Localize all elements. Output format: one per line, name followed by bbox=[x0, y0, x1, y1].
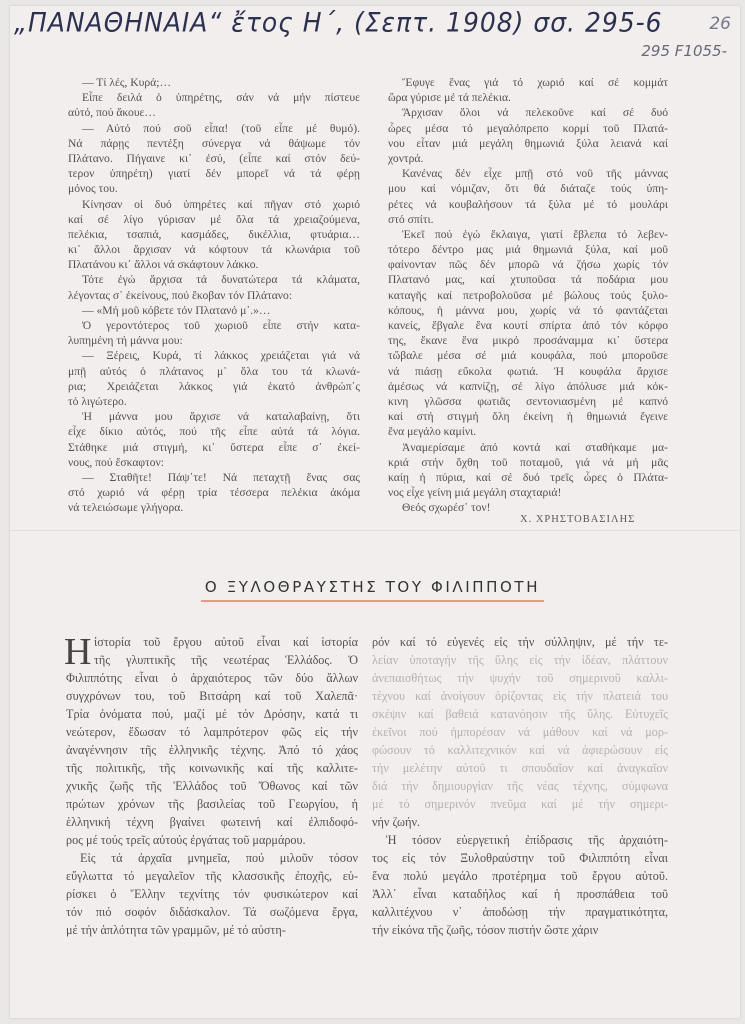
text-line: κανείς, ἔβγαλε ἕνα κουτί σπίρτα ἀπό τόν κόρφο bbox=[388, 319, 668, 332]
text-line: καί σέ λίγο γύρισαν μέ ὅλα τά χρειαζούμενα, bbox=[68, 212, 360, 226]
text-line: μπῇ αὐτός ὁ πλάτανος μ᾽ ὅλα του τά κλωνά- bbox=[68, 364, 360, 378]
text-line: της, ἔκανε ἕνα μικρό προσάναμμα κι᾽ ὕστερα bbox=[388, 334, 668, 348]
text-line: ἕνα πολύ μεγάλο προτέρημα τοῦ ἔργου αὐτοῦ. bbox=[372, 869, 668, 883]
text-line: Τότε ἐγώ ἄρχισα τά δυνατώτερα τά κλάματα, bbox=[82, 273, 360, 287]
text-line: Πλάτανο. Πήγαινε κι᾽ ἐσύ, (εἶπε καί στόν δεύ- bbox=[68, 151, 360, 165]
text-line: ἀμέσως νά καπνίζῃ, σέ λίγο ἀπόλυσε μιά κόκ- bbox=[388, 379, 668, 393]
text-line: Κανένας δέν εἶχε μπῇ στό νοῦ τῆς μάννας bbox=[402, 167, 668, 181]
text-line: Ἡ τόσον εὐεργετική ἐπίδρασις τῆς ἀρχαιότη- bbox=[386, 833, 668, 847]
text-line: εὔγλωττα τό μεγαλεῖον τῆς κλασσικῆς ἐποχῆς, εὑ- bbox=[66, 869, 358, 883]
text-line: μέ τό σημερινόν πνεῦμα καί μέ τήν σημερι- bbox=[372, 797, 668, 811]
article-title: Ο ΞΥΛΟΘΡΑΥΣΤΗΣ ΤΟΥ ΦΙΛΙΠΠΟΤΗ bbox=[201, 578, 544, 602]
text-line: Στάθηκε μιά στιγμή, κι᾽ ὕστερα εἶπε σ᾽ ἐκεί- bbox=[68, 440, 360, 454]
text-line: Ὁ γεροντότερος τοῦ χωριοῦ εἶπε στήν κατα- bbox=[82, 319, 360, 332]
text-line: ρόν καί τό εὐγενές εἰς τήν σύλληψιν, μέ τήν τε- bbox=[372, 635, 668, 649]
text-line: Ἀλλ᾽ εἶναι καταδήλος καί ἡ προσπάθεια τοῦ bbox=[372, 887, 668, 901]
text-line: κινη γλῶσσα φωτιᾶς σεντονιασμένη μέ καπνό bbox=[388, 394, 668, 408]
text-line: ρος μέ τούς τρεῖς αὐτούς ἐργάτας τοῦ μαρμάρου. bbox=[66, 833, 306, 847]
article-heading bbox=[0, 578, 745, 602]
text-line: τῆς γλυπτικῆς τῆς νεωτέρας Ἑλλάδος. Ὁ bbox=[94, 653, 358, 667]
text-line: Ἔφυγε ἕνας γιά τό χωριό καί σέ κομμάτ bbox=[402, 76, 668, 89]
article-column-left bbox=[66, 633, 358, 939]
text-line: ὧρες μέσα τό μεγαλόπρεπο κορμί τοῦ Πλατά- bbox=[388, 121, 668, 135]
text-line: Θεός σχωρέσ᾽ τον! bbox=[402, 501, 491, 515]
handwritten-catalog-code: 295 F1055- bbox=[641, 42, 727, 60]
text-line: νήν ζωήν. bbox=[372, 815, 420, 829]
text-line: τότερο δέντρο μας μιά θημωνιά ξύλα, καί μοῦ bbox=[388, 243, 668, 257]
text-line: ρια; Χρειάζεται λάκκος γιά ἑκατό ἀνθρώπ᾽ς bbox=[68, 379, 360, 393]
text-line: τό λιγώτερο. bbox=[68, 394, 127, 408]
text-line: — Τί λές, Κυρά;… bbox=[82, 76, 172, 89]
text-line: Τρία ὀνόματα πού, μαζί μέ τόν Δρόσην, κατά τι bbox=[66, 707, 358, 721]
handwritten-page-number: 26 bbox=[709, 14, 731, 34]
fold-line bbox=[10, 530, 740, 531]
text-line: ἑλληνική τέχνη βγαίνει φωτεινή καί ἐλπιδοφό- bbox=[66, 815, 358, 829]
text-line: λέγοντας σ᾽ ἐκείνους, πού ἔκοβαν τόν Πλάτανο: bbox=[68, 288, 293, 302]
text-line: ρέτες νά κουβαλήσουν τά ξύλα μέ τό μουλάρι bbox=[388, 197, 668, 211]
text-line: — Σταθῆτε! Πάψ᾽τε! Νά πεταχτῇ ἕνας σας bbox=[82, 470, 360, 484]
text-line: καλλιτέχνου ν᾽ ἀποδώσῃ τήν πραγματικότητα, bbox=[372, 905, 668, 919]
text-line: ἱστορία τοῦ ἔργου αὐτοῦ εἶναι καί ἱστορία bbox=[94, 635, 358, 649]
text-line: κόπους, ἡ μάννα μου, χωρίς νά τό φαντάζεται bbox=[388, 303, 668, 317]
text-line: πελέκια, τσαπιά, κασμάδες, δικέλλια, φτυάρια… bbox=[68, 227, 360, 241]
text-line: τήν μελέτην αὐτοῦ τι σπουδαῖον καί ἀναγκαῖον bbox=[372, 761, 668, 775]
text-line: Πλατανό μας, καί χτυποῦσα τά ποδάρια μου bbox=[388, 273, 668, 287]
text-line: καίῃ ἡ πύρια, καί σέ δυό τρεῖς ὧρες ὁ Πλάτα- bbox=[388, 470, 668, 484]
text-line: καί στή στιγμή ὅλη ἐκείνη ἡ θημωνιά ἔγεινε bbox=[388, 410, 668, 424]
text-line: πρώτων χρόνων τῆς βασιλείας τοῦ Γεωργίου, ἡ bbox=[66, 797, 358, 811]
text-line: τήν εἰκόνα τῆς ζωῆς, τόσον πιστήν ὥστε χάριν bbox=[372, 923, 599, 937]
text-line: λείαν ὑποταγήν τῆς ὕλης εἰς τήν ἰδέαν, πλάττουν bbox=[372, 653, 668, 667]
text-line: στό χωριό νά φέρῃ τρία τέσσερα πελέκια ἀκόμα bbox=[68, 486, 360, 500]
text-line: Ἡ μάννα μου ἄρχισε νά καταλαβαίνῃ, ὅτι bbox=[82, 410, 360, 424]
text-line: χοντρά. bbox=[388, 151, 424, 165]
text-line: Εἰς τά ἀρχαῖα μνημεῖα, πού μιλοῦν τόσον bbox=[80, 851, 358, 865]
story-column-left bbox=[68, 75, 360, 515]
text-line: Φιλιππότης εἶναι ὁ ἀρχαιότερος τῶν δύο ἄλλων bbox=[66, 671, 358, 685]
text-line: στό σπίτι. bbox=[388, 212, 434, 226]
text-line: κι᾽ ἄλλοι ἄρχισαν νά κόφτουν τά κλωνάρια τοῦ bbox=[68, 243, 360, 257]
text-line: Ἀναμερίσαμε ἀπό κοντά καί σταθήκαμε μα- bbox=[402, 440, 668, 454]
text-line: νος εἶχε γείνη μιά μεγάλη σταχταριά! bbox=[388, 486, 562, 500]
text-line: μόνος του. bbox=[68, 182, 118, 196]
text-line: νά τελειώσωμε γλήγορα. bbox=[68, 501, 184, 515]
text-line: νου εἶταν μιά μεγάλη θημωνιά ξύλα λειανά καί bbox=[388, 136, 668, 150]
text-line: Ἐκεῖ πού ἐγώ ἔκλαιγα, γιατί ἔβλεπα τό λεβεν- bbox=[402, 227, 668, 241]
text-line: μου καί νόμιζαν, ὅτι θά διάταζε τούς ὑπη- bbox=[388, 182, 668, 196]
text-line: φαίνονταν πῶς δέν μπορῶ νά ζήσω χωρίς τόν bbox=[388, 258, 668, 272]
text-line: τος εἰς τόν Ξυλοθραύστην τοῦ Φιλιππότη εἶναι bbox=[372, 851, 668, 865]
text-line: Πλατάνου κι᾽ ἄλλοι νά σκάφτουν λάκκο. bbox=[68, 258, 259, 272]
text-line: χνικῆς ζωῆς τῆς Ἑλλάδος τοῦ Ὄθωνος καί τῶν bbox=[66, 779, 358, 793]
text-line: ἐκεῖνοι πού ἠμπορέσαν νά μάθουν καί νά μορ- bbox=[372, 725, 668, 739]
text-line: κριά στήν ὄχθη τοῦ ποταμοῦ, γιά νά μή μᾶς bbox=[388, 455, 668, 469]
text-line: ἀναγέννησιν τῆς ἑλληνικῆς τέχνης. Ἀπό τό χάος bbox=[66, 743, 358, 757]
text-line: σκέψιν καί βαθειά κατανόησιν τῆς ὕλης. Εὐτυχεῖς bbox=[372, 707, 668, 721]
text-line: τὤβαλε μέσα σέ μιά κουφάλα, πού μποροῦσε bbox=[388, 349, 668, 363]
story-column-right bbox=[388, 75, 668, 515]
text-line: λυπημένη τή μάννα μου: bbox=[68, 334, 183, 348]
text-line: διά τήν δημιουργίαν τῆς νέας τέχνης, σύμφωνα bbox=[372, 779, 668, 793]
text-line: τέχνου καί ἀνοίγουν ὁρίζοντας εἰς τήν πλατειά του bbox=[372, 689, 668, 703]
text-line: ἕνα μεγάλο καμίνι. bbox=[388, 425, 477, 439]
text-line: ὥρα γύρισε μέ τά πελέκια. bbox=[388, 91, 511, 105]
text-line: νεώτερον, ἔδωσαν τό λαμπρότερον φῶς εἰς τήν bbox=[66, 725, 358, 739]
text-line: τῆς πολιτικῆς, τῆς κοινωνικῆς καί τῆς καλλιτε- bbox=[66, 761, 358, 775]
text-line: ἀνεπαισθήτως τήν ψυχήν τοῦ σημερινοῦ καλλι- bbox=[372, 671, 668, 685]
text-line: — «Μή μοῦ κόβετε τόν Πλατανό μ᾽.»… bbox=[82, 303, 271, 317]
text-line: εἶχε δίκιο αὐτός, πού τῆς εἶπε αὐτά τά λόγια. bbox=[68, 425, 360, 439]
text-line: φώσουν τό καλλιτεχνικόν καί νά ἀφιερώσουν εἰς bbox=[372, 743, 668, 757]
text-line: τερον ὑπηρέτη) γιατί δέν μπορεῖ νά τά φέρῃ bbox=[68, 167, 360, 181]
text-line: νά πιάσῃ εὔκολα φωτιά. Ἡ κουφάλα ἄρχισε bbox=[388, 364, 668, 378]
text-line: — Ξέρεις, Κυρά, τί λάκκος χρειάζεται γιά νά bbox=[82, 349, 360, 363]
text-line: Εἶπε δειλά ὁ ὑπηρέτης, σάν νά μήν πίστευε bbox=[82, 91, 360, 105]
text-line: συγχρόνων του, τοῦ Βιτσάρη καί τοῦ Χαλεπᾶ· bbox=[66, 689, 358, 703]
text-line: καταγῆς καί πετροβολοῦσα μέ βώλους τούς ξυλο- bbox=[388, 288, 668, 302]
text-line: Νά πάρῃς πεντέξη σύνεργα νά θάψωμε τόν bbox=[68, 136, 360, 150]
text-line: μέ τήν ἁπλότητα τῶν γραμμῶν, μέ τό αὐστη- bbox=[66, 923, 286, 937]
text-line: Ἄρχισαν ὅλοι νά πελεκοῦνε καί σέ δυό bbox=[402, 106, 668, 120]
article-column-right bbox=[372, 633, 668, 939]
text-line: — Αὐτό πού σοῦ εἶπα! (τοῦ εἶπε μέ θυμό). bbox=[82, 121, 360, 135]
handwritten-source-note: „ΠΑΝΑΘΗΝΑΙΑ“ ἔτος Η΄, (Σεπτ. 1908) σσ. 295-6 bbox=[14, 7, 663, 38]
story-signature: Χ. ΧΡΗΣΤΟΒΑΣΙΛΗΣ bbox=[520, 514, 636, 525]
drop-cap: Η bbox=[64, 631, 92, 673]
text-line: Κίνησαν οἱ δυό ὑπηρέτες καί πῆγαν στό χωριό bbox=[82, 197, 360, 211]
text-line: νους, πού ἔσκαφτον: bbox=[68, 455, 164, 469]
text-line: τόν πιό σοφόν διδάσκαλον. Τά σωζόμενα ἔργα, bbox=[66, 905, 358, 919]
text-line: αὐτό, πού ἄκουε… bbox=[68, 106, 157, 120]
text-line: ρίσκει ὁ Ἕλλην τεχνίτης τόν φυσικώτερον καί bbox=[66, 887, 358, 901]
